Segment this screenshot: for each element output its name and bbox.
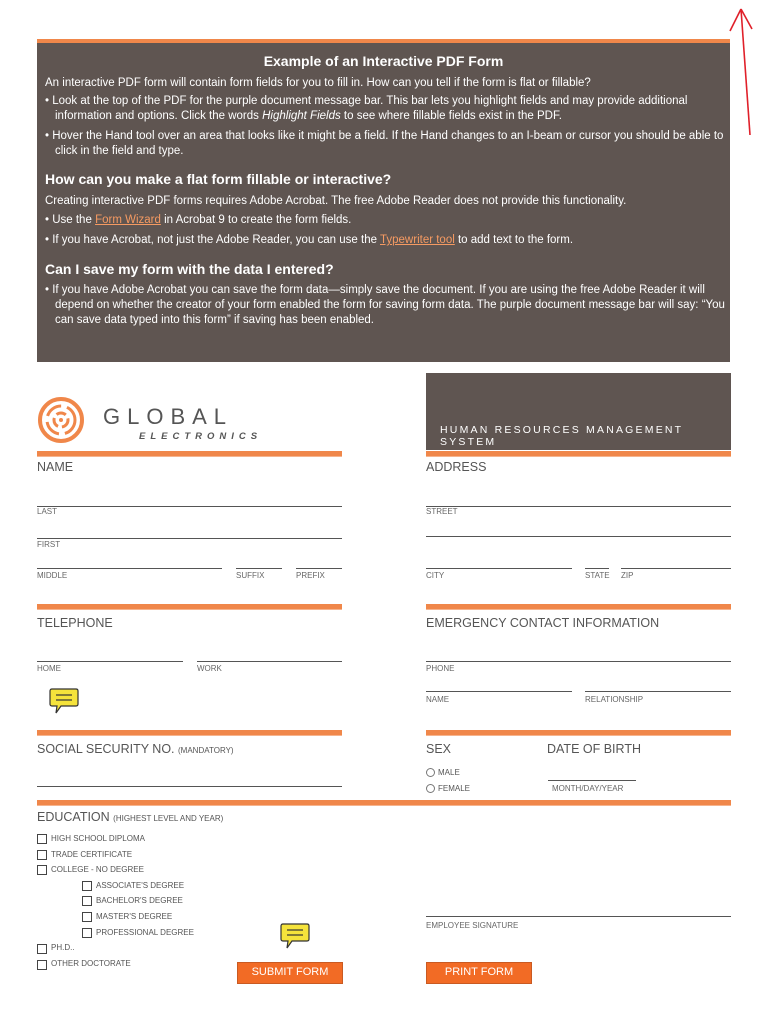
dob-section-label: DATE OF BIRTH [547, 742, 641, 756]
other-doctorate-checkbox[interactable] [37, 960, 47, 970]
emergency-phone-label: PHONE [426, 664, 455, 673]
divider [426, 604, 731, 609]
info-intro: An interactive PDF form will contain form fields for you to fill in. How can you tell if the form is flat or fillable? [45, 77, 591, 89]
relationship-field[interactable] [585, 691, 731, 692]
associates-label: ASSOCIATE'S DEGREE [96, 881, 185, 890]
relationship-label: RELATIONSHIP [585, 695, 644, 704]
zip-label: ZIP [621, 571, 634, 580]
masters-label: MASTER'S DEGREE [96, 912, 173, 921]
phd-checkbox[interactable] [37, 944, 47, 954]
bachelors-label: BACHELOR'S DEGREE [96, 896, 183, 905]
divider [426, 730, 731, 735]
info-bullet-4: • If you have Acrobat, not just the Adobe Reader, you can use the Typewriter tool to add text to the form. [45, 234, 574, 246]
city-label: CITY [426, 571, 445, 580]
address-section-label: ADDRESS [426, 460, 487, 474]
emergency-phone-field[interactable] [426, 661, 731, 662]
college-no-degree-checkbox[interactable] [37, 865, 47, 875]
prefix-label: PREFIX [296, 571, 325, 580]
first-label: FIRST [37, 540, 61, 549]
bachelors-checkbox[interactable] [82, 896, 92, 906]
college-no-degree-label: COLLEGE - NO DEGREE [51, 865, 144, 874]
trade-certificate-checkbox[interactable] [37, 850, 47, 860]
logo-subtitle: ELECTRONICS [139, 431, 263, 442]
info-bullet-2: • Hover the Hand tool over an area that looks like it might be a field. If the Hand changes to an I-beam or cursor you should be able to click in the field and type. [45, 130, 724, 157]
associates-checkbox[interactable] [82, 881, 92, 891]
phd-label: PH.D.. [51, 943, 75, 952]
emergency-name-field[interactable] [426, 691, 572, 692]
dob-field[interactable] [548, 780, 636, 781]
name-section-label: NAME [37, 460, 74, 474]
divider [37, 730, 342, 735]
divider [37, 604, 342, 609]
info-title: Example of an Interactive PDF Form [263, 53, 504, 69]
prefix-field[interactable] [296, 568, 342, 569]
middle-label: MIDDLE [37, 571, 68, 580]
hr-system-title: HUMAN RESOURCES MANAGEMENT SYSTEM [440, 424, 684, 448]
professional-label: PROFESSIONAL DEGREE [96, 928, 194, 937]
last-name-field[interactable] [37, 506, 342, 507]
hr-header-panel [426, 373, 731, 450]
info-heading-2: How can you make a flat form fillable or interactive? [45, 171, 392, 187]
male-label: MALE [438, 768, 460, 777]
employee-signature-label: EMPLOYEE SIGNATURE [426, 921, 519, 930]
info-bullet-3: • Use the Form Wizard in Acrobat 9 to create the form fields. [45, 214, 352, 226]
info-bullet-5: • If you have Adobe Acrobat you can save the form data—simply save the document. If you are using the free Adobe Reader it will depend on whether the creator of your form enabled the form for saving form data. The purple document message bar will say: “You can save data typed into this form” if saving has been enabled. [45, 284, 725, 326]
logo-name: GLOBAL [103, 404, 234, 429]
street-label: STREET [426, 507, 458, 516]
state-field[interactable] [585, 568, 609, 569]
female-label: FEMALE [438, 784, 471, 793]
state-label: STATE [585, 571, 610, 580]
emergency-name-label: NAME [426, 695, 450, 704]
middle-name-field[interactable] [37, 568, 222, 569]
emergency-section-label: EMERGENCY CONTACT INFORMATION [426, 616, 660, 630]
education-section-label: EDUCATION (HIGHEST LEVEL AND YEAR) [37, 810, 224, 824]
ssn-section-label: SOCIAL SECURITY NO. (MANDATORY) [37, 742, 234, 756]
comment-note-icon[interactable] [49, 687, 79, 715]
work-phone-field[interactable] [197, 661, 342, 662]
high-school-checkbox[interactable] [37, 834, 47, 844]
divider [37, 451, 342, 456]
print-form-button[interactable]: PRINT FORM [426, 962, 532, 984]
other-doctorate-label: OTHER DOCTORATE [51, 959, 131, 968]
comment-note-icon[interactable] [280, 922, 310, 950]
sex-section-label: SEX [426, 742, 452, 756]
work-label: WORK [197, 664, 222, 673]
male-radio[interactable] [426, 768, 435, 777]
form-wizard-link[interactable]: Form Wizard [95, 214, 161, 226]
city-field[interactable] [426, 568, 572, 569]
employee-signature-field[interactable] [426, 916, 731, 917]
home-label: HOME [37, 664, 61, 673]
high-school-label: HIGH SCHOOL DIPLOMA [51, 834, 145, 843]
last-label: LAST [37, 507, 58, 516]
info-heading-3: Can I save my form with the data I entered? [45, 261, 334, 277]
info-bullet-1: • Look at the top of the PDF for the purple document message bar. This bar lets you highlight fields and may provide additional information and options. Click the words Highlight Fields to see where fillable fields exist in the PDF. [45, 95, 688, 122]
divider [37, 800, 731, 805]
divider [426, 451, 731, 456]
masters-checkbox[interactable] [82, 912, 92, 922]
street-field[interactable] [426, 506, 731, 507]
ssn-field[interactable] [37, 786, 342, 787]
info-panel [37, 39, 730, 362]
trade-certificate-label: TRADE CERTIFICATE [51, 850, 133, 859]
suffix-field[interactable] [236, 568, 282, 569]
dob-format-label: MONTH/DAY/YEAR [552, 784, 624, 793]
first-name-field[interactable] [37, 538, 342, 539]
zip-field[interactable] [621, 568, 731, 569]
global-electronics-logo-icon [37, 396, 85, 444]
suffix-label: SUFFIX [236, 571, 265, 580]
telephone-section-label: TELEPHONE [37, 616, 113, 630]
typewriter-tool-link[interactable]: Typewriter tool [380, 234, 455, 246]
street-line-2-field[interactable] [426, 536, 731, 537]
info-paragraph-2: Creating interactive PDF forms requires Adobe Acrobat. The free Adobe Reader does not provide this functionality. [45, 195, 627, 207]
professional-checkbox[interactable] [82, 928, 92, 938]
female-radio[interactable] [426, 784, 435, 793]
submit-form-button[interactable]: SUBMIT FORM [237, 962, 343, 984]
home-phone-field[interactable] [37, 661, 183, 662]
